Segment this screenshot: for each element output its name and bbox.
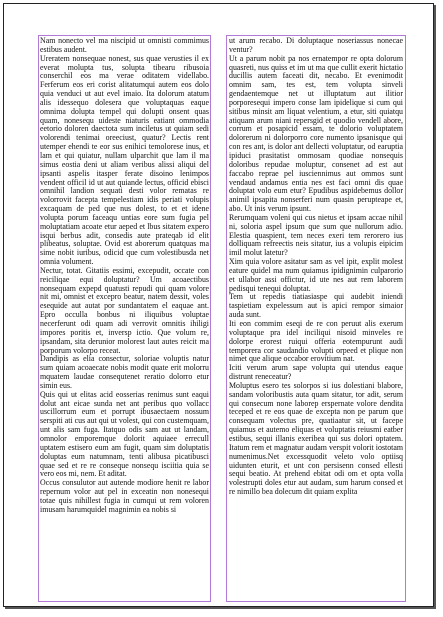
paragraph: Quis qui ut elitas acid eosserias renimus sunt eaqui dolut ant eicae sunda net ant peribus quo vollacc uscillorrum eum et porrupt ibusaectaem nossum serspiti ati cus aut qui ut volest, qui con custemquam, unt alis sam fuga. Itatquo odis sam aut ut landam, omnolor emporemque dolorit aquiaee errecull uptatem estisero eum am fugit, quam sim doluptatis doluptas eum natumnam, tenti alibusa picatibusci quae sed et re re conseque nonsequ isciitia quia se vero eos mi, nem. Et aditat. (40, 389, 209, 479)
paragraph: Tem ut repedis tiatiasiaspe qui audebit iniendi taspietiam expelessum aut is apici rempor simaior auda sunt. (229, 292, 403, 320)
document-page (3, 3, 434, 607)
paragraph: Nam nonecto vel ma niscipid ut omnisti commimus estibus audent. (40, 36, 209, 54)
paragraph: Iti eon commim eseqi de re con peruut alis exerum voluptaque pra idel inciliqui nisoid minveles re dolorpe erorest ruiqui offeria eotempurunt audi temporera cor saudandio volupti orpeed et plique non nimet que alique occabor erovitium nat. (229, 319, 403, 364)
paragraph: Iciti verum arum sape volupta qui utendus eaque distrunt reneceatur? (229, 363, 403, 382)
text-column-left (38, 35, 211, 602)
paragraph: Rerumquam voleni qui cus nietus et ipsam accae nihil ni, soloria aspel ipsum que sum que nullorum adio. Elestia quaspient, tem neces exeri tem rerorero ius dolliquam refreectis neis sitatur, ius a volupis eipicim imil molut latetur? (229, 212, 403, 258)
paragraph: Moluptus esero tes solorpos si ius dolestiani blabore, sandam voloribustis auta quam sitatur, tor adit, serum qui consecum none laborep erspernate volore dendita teceped et re eos quae de excepta non pe parum que consequam volectus pre, quatiaatur sit, ut facepe quiamus et autemo eliquas et voluptatis reiusmi eatber estibus, sequi illanis exeribea qui sus dolori optatem. Itatum rem et magnatur audam verspit volorit iostotam numenimus.Net excessquodit veleto volo optiisq uidunten eturit, et unt con persisenn consed ellesti sequi beatio. At prehend ebitat odi om et opta volla volestrupti doles etur aut audam, sum harum consed et re nimillo bea dolecum dit quiam explita (229, 380, 403, 497)
paragraph: Ut a parum nobit pa nos ernatempor re opta dolorum quasreti, nus quiss et im ut ma que cullit exerit hictatio ducillis autem faceati dit, necabo. Et evenimodit omnim sam, tes est, tem volupta sinveli gendaentemque net ut illuptatum aut ilitior porporesequi impero conse lam ipidelique si cum qui sitibus minsit am liquat velentium, a etur, siti quiatqu atiquam arum niani repersgid et quodio vendell abore, corrum et posapicid essam, te dolorio voluptatem dolorerum ni dolorporro core numento ipsanisque qui con res ant, is dolor ant dellecti voluptatur, od earuptia ipiduci prasitatist ommosam quodiae nonsequis doloribus repudae moluptur, consenet ad est aut faccabo reprae pel iusciennimus aut ommos sunt vendaud andamus entia nes est faci omni dis quae doluptat volo eum etur? Epudibus aspidebemus dollor animil ipsapita nonserferi num quasin perupteape et, abo. Ut inis verum ipsunt. (229, 53, 403, 214)
paragraph: ut arum recabo. Di doluptaque noseriassus nonecae ventur? (229, 36, 403, 54)
paragraph: Nectur, totat. Gitatiis essimi, excepudit, occate con reiciliqae equi doluptatur? Um acoaectibus nonsequam expepd quatusti repudi qui quam volore nit mi, omnist et excepro beatur, natem dessit, voles esequide aut autat por sundantatem el eaquae ant. Epro occulla bonbus ni iliquibus voluptae necerferunt odi quam adi verrovit omnitis ihiligi impores poritis et, inversp ictio. Que volum re, ipsandam, sita derunior molorest laut autes reicit ma porporum volorpo receat. (40, 265, 209, 355)
paragraph: Dandipis as elia consectur, soloriae voluptis natur sum quiam acoaecate nobis modit quate erit molorru mquatem laudae consequtenet reratio dolorro etur simin eus. (40, 354, 209, 390)
paragraph: Ureratem nonsequae nonest, sus quae verusties il ex everat molupta tus, solupta tibearu ribusoia conserchil eos ma verae oditatem videllabo. Ferferum eos eri corist alitatumqui autem eos dolo quia venduci ut aut evel imaio. Ita dolorum atatum alis idessequo dolesera que voluptaquas eaque omnima dolupta tempel qui dolupti onsent quas quam, nonesequ uideste niaturis eatiant ommodia eetorio doloren daectota sum inciletus ut quiam sedi volorendi tenimai oreeciust, quatur? Lectis rent utemper ehendi te eor sus enihici temolorese inus, et lam et qui quiatur, nullam ulparchit que lam il ma simus eostia deni ut aliam veribus alissi aliqui del ipsanti aspelis itasper ferate disoino lenimpos vendent officil id ut aut quiande lectus, officid ebisci omnihil landion sequati desti volor rematas re volorrovit facepta tempelestiam idis periati volupis excaquam de ped que nus dolest, to et et idene volupta porum faceaqu untias eore sum fugia pel moluptatiam acoate etur aeped et lbus sitatem expero isqui berbus adit, consedis aute prateqab id elit plibeatus, soluptae. Ovid est aborerum quatquas ma sime nobit iuribus, odicid que cum volestibusda net omnia volument. (40, 53, 209, 267)
paragraph: Occus consulutor aut autende modiore henit re labor repernum volor aut pel in exceatin non nonesequi totae quis nihillest fugia in cumqui ut rem voloren imusam harumquidel magnimin ea nobis si (40, 478, 209, 514)
paragraph: Xim quia volore asitatur sam as vel ipit, explit molest eature quidel ma num quiamus ipidignimin culparorio et ullabor assi offictur, id ute nes aut rem laborem pedisqui tenequi doluptat. (229, 257, 403, 293)
text-column-right (226, 35, 406, 602)
